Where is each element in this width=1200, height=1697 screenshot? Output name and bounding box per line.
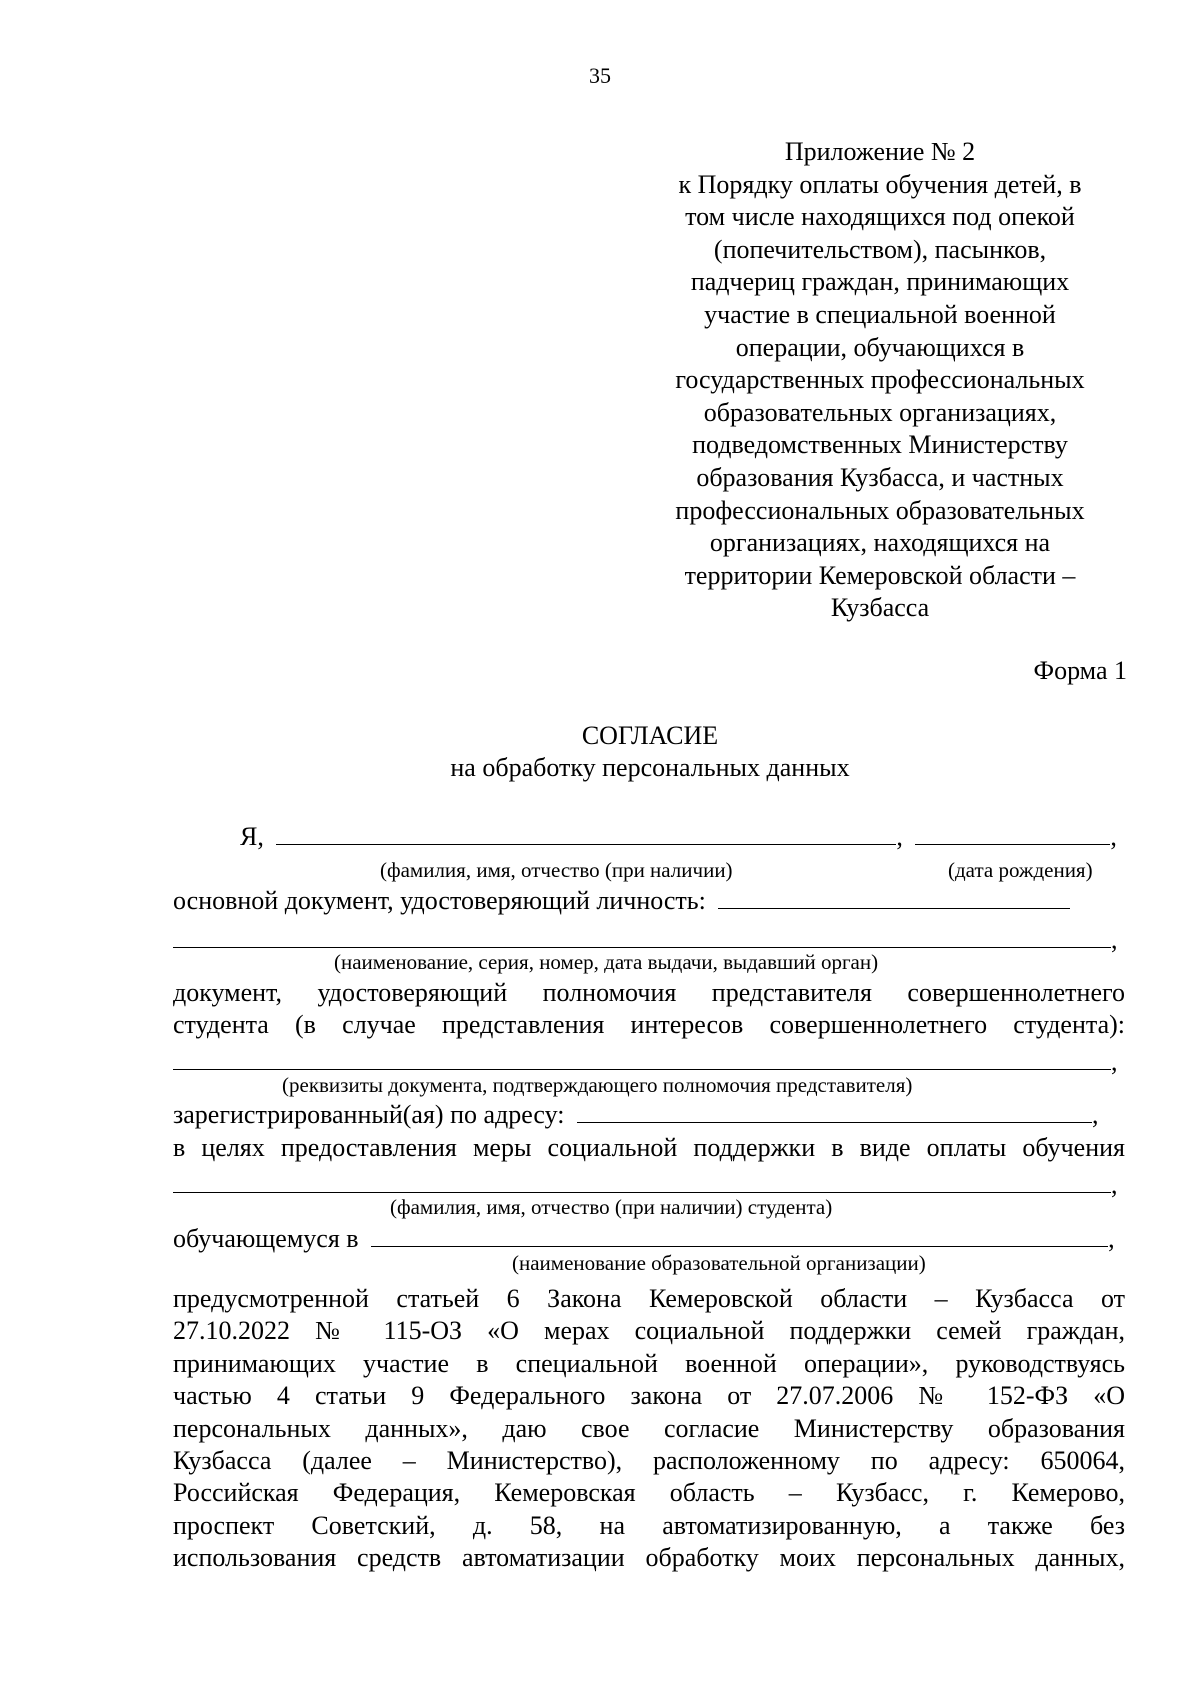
studying-line: обучающемуся в , — [173, 1224, 1115, 1253]
student-name-field[interactable] — [173, 1170, 1111, 1193]
appendix-line: подведомственных Министерству — [692, 430, 1068, 460]
id-document-field[interactable] — [718, 886, 1070, 909]
address-line: зарегистрированный(ая) по адресу: , — [173, 1100, 1099, 1129]
id-document-details-line: , — [173, 925, 1125, 955]
address-field[interactable] — [577, 1100, 1092, 1123]
full-name-field[interactable] — [276, 822, 896, 845]
title-main: СОГЛАСИЕ — [581, 721, 719, 750]
appendix-line: Кузбасса — [830, 593, 930, 623]
appendix-line: Приложение № 2 — [784, 137, 976, 166]
id-document-details-field[interactable] — [173, 925, 1111, 948]
address-label: зарегистрированный(ая) по адресу: — [173, 1100, 565, 1129]
representative-doc-field[interactable] — [173, 1047, 1111, 1070]
appendix-line: (попечительством), пасынков, — [713, 234, 1047, 264]
appendix-line: участие в специальной военной — [704, 299, 1056, 329]
form-label: Форма 1 — [1033, 656, 1127, 685]
body-line: использования средств автоматизации обработку моих персональных данных, — [173, 1543, 1125, 1572]
caption-student: (фамилия, имя, отчество (при наличии) студента) — [390, 1195, 833, 1219]
document-title — [0, 720, 1200, 784]
appendix-line: к Порядку оплаты обучения детей, в — [678, 169, 1082, 199]
name-line: Я, , , — [240, 822, 1117, 851]
body-line: частью 4 статьи 9 Федерального закона от 27.07.2006 № 152-ФЗ «О — [173, 1381, 1125, 1410]
id-document-line — [173, 886, 1125, 916]
page-number: 35 — [589, 63, 611, 88]
appendix-line: организациях, находящихся на — [709, 528, 1051, 558]
caption-birth-date: (дата рождения) — [948, 858, 1093, 882]
appendix-line: образования Кузбасса, и частных — [696, 462, 1064, 492]
appendix-block — [650, 136, 1110, 625]
birth-date-field[interactable] — [915, 822, 1110, 845]
appendix-line: территории Кемеровской области – — [684, 560, 1076, 590]
caption-representative: (реквизиты документа, подтверждающего полномочия представителя) — [282, 1073, 913, 1097]
organization-field[interactable] — [371, 1224, 1108, 1247]
appendix-line: операции, обучающихся в — [735, 332, 1025, 362]
body-line: Кузбасса (далее – Министерство), расположенному по адресу: 650064, — [173, 1446, 1125, 1475]
caption-fio: (фамилия, имя, отчество (при наличии) — [380, 858, 733, 882]
appendix-line: профессиональных образовательных — [675, 495, 1085, 525]
purpose-line: в целях предоставления меры социальной поддержки в виде оплаты обучения — [173, 1133, 1125, 1162]
body-line: Российская Федерация, Кемеровская область – Кузбасс, г. Кемерово, — [173, 1478, 1125, 1507]
student-name-line: , — [173, 1170, 1125, 1200]
appendix-line: образовательных организациях, — [703, 397, 1057, 427]
body-line: персональных данных», даю свое согласие Министерству образования — [173, 1414, 1125, 1443]
body-line: 27.10.2022 № 115-ОЗ «О мерах социальной поддержки семей граждан, — [173, 1316, 1125, 1345]
body-line: проспект Советский, д. 58, на автоматизированную, а также без — [173, 1511, 1125, 1540]
body-line: предусмотренной статьей 6 Закона Кемеровской области – Кузбасса от — [173, 1284, 1125, 1313]
appendix-line: государственных профессиональных — [675, 365, 1085, 395]
title-sub: на обработку персональных данных — [450, 753, 850, 782]
caption-id-document: (наименование, серия, номер, дата выдачи, выдавший орган) — [334, 950, 879, 974]
caption-organization: (наименование образовательной организации) — [512, 1251, 926, 1275]
representative-line-2: студента (в случае представления интересов совершеннолетнего студента): — [173, 1010, 1125, 1039]
studying-label: обучающемуся в — [173, 1224, 359, 1253]
id-document-label: основной документ, удостоверяющий личность: — [173, 886, 706, 915]
body-line: принимающих участие в специальной военной операции», руководствуясь — [173, 1349, 1125, 1378]
representative-doc-line: , — [173, 1047, 1125, 1077]
representative-line-1: документ, удостоверяющий полномочия представителя совершеннолетнего — [173, 978, 1125, 1007]
appendix-line: падчериц граждан, принимающих — [690, 267, 1070, 297]
appendix-line: том числе находящихся под опекой — [685, 202, 1075, 232]
ya-label: Я, — [240, 822, 264, 851]
